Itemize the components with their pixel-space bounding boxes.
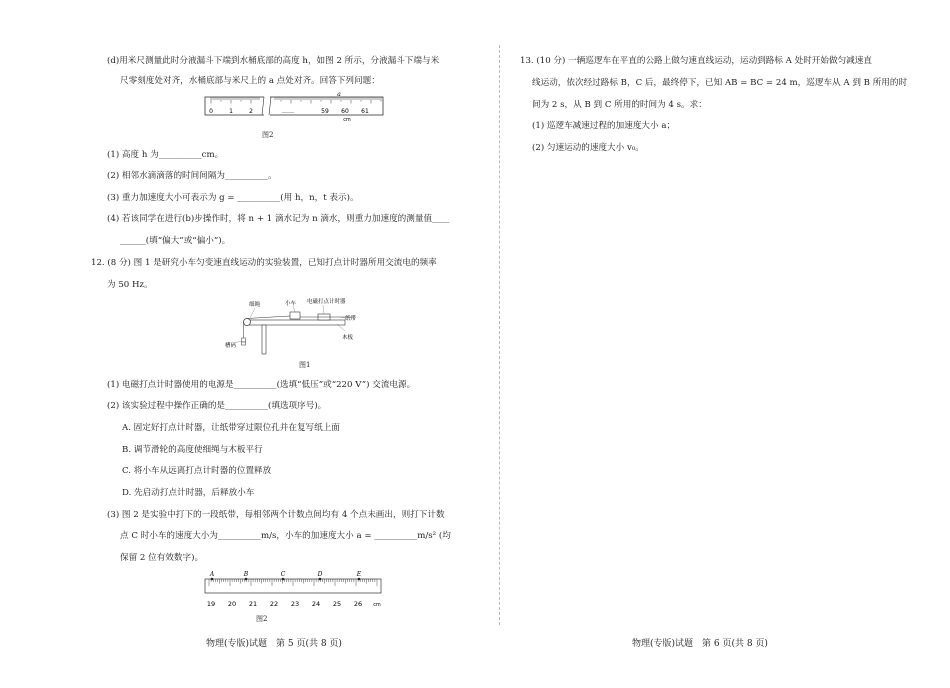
q12-line2: 为 50 Hz。 bbox=[107, 280, 153, 290]
ruler-label-cm: cm bbox=[343, 117, 351, 123]
tape-point-label: C bbox=[280, 571, 286, 578]
column-divider bbox=[499, 45, 500, 625]
q13-line1: 13. (10 分) 一辆巡逻车在平直的公路上做匀速直线运动，运动到路标 A 处时开始做匀减速直 bbox=[520, 56, 872, 66]
q11d-sub4-line2: ______(填“偏大”或“偏小”)。 bbox=[120, 236, 231, 246]
fig1-label-board: 木板 bbox=[342, 335, 354, 341]
q12-option-d: D. 先启动打点计时器，后释放小车 bbox=[122, 488, 255, 498]
tape-point-dot bbox=[358, 578, 361, 581]
tape-tick-label: cm bbox=[373, 602, 381, 608]
q12-sub3-line2: 点 C 时小车的速度大小为__________m/s，小车的加速度大小 a = __________m/s² (均 bbox=[120, 531, 451, 541]
q12-sub1: (1) 电磁打点计时器使用的电源是__________(选填“低压”或“220 V”) 交流电源。 bbox=[107, 380, 416, 390]
ruler-label-0: 0 bbox=[209, 108, 213, 115]
fig1-label-weights: 槽码 bbox=[225, 343, 237, 349]
tape-tick-label: 22 bbox=[269, 600, 279, 608]
tape-point-label: A bbox=[209, 571, 215, 578]
tape-tick-label: 21 bbox=[248, 600, 258, 608]
q11d-line2: 尺零刻度处对齐，水桶底部与米尺上的 a 点处对齐。回答下列问题： bbox=[120, 76, 380, 86]
q13-line2: 线运动，依次经过路标 B，C 后，最终停下，已知 AB = BC = 24 m，巡逻车从 A 到 B 所用的时 bbox=[532, 78, 908, 88]
footer-page6: 物理(专版)试题 第 6 页(共 8 页) bbox=[632, 639, 768, 649]
fig1-label-rope: 细绳 bbox=[249, 302, 261, 308]
tape-point-label: E bbox=[356, 571, 362, 578]
fig1-label-tape: 纸带 bbox=[345, 316, 357, 322]
q11d-sub1: (1) 高度 h 为__________cm。 bbox=[107, 150, 224, 160]
tape-point-dot bbox=[319, 578, 322, 581]
q12-sub3-line1: (3) 图 2 是实验中打下的一段纸带，每相邻两个计数点间均有 4 个点未画出，则打下计数 bbox=[107, 510, 445, 520]
q12-line1: 12. (8 分) 图 1 是研究小车匀变速直线运动的实验装置，已知打点计时器所用交流电的频率 bbox=[91, 258, 437, 268]
fig1-caption: 图1 bbox=[299, 361, 311, 369]
q12-option-b: B. 调节滑轮的高度使细绳与木板平行 bbox=[122, 445, 263, 455]
ruler-label-a: a bbox=[337, 91, 341, 98]
tape-tick-label: 23 bbox=[290, 600, 300, 608]
q13-sub1: (1) 巡逻车减速过程的加速度大小 a； bbox=[532, 121, 676, 131]
tape-point-dot bbox=[211, 578, 214, 581]
fig1-label-timer: 电磁打点计时器 bbox=[307, 299, 346, 305]
fig2-bottom-caption: 图2 bbox=[256, 615, 268, 623]
q13-line3: 间为 2 s，从 B 到 C 所用的时间为 4 s。求： bbox=[532, 100, 707, 110]
q12-sub3-line3: 保留 2 位有效数字)。 bbox=[120, 553, 204, 563]
tape-tick-label: 24 bbox=[311, 600, 321, 608]
ruler-label-1: 1 bbox=[229, 108, 233, 115]
tape-point-dot bbox=[245, 578, 248, 581]
q12-option-a: A. 固定好打点计时器，让纸带穿过限位孔并在复写纸上面 bbox=[122, 423, 340, 433]
tape-point-label: B bbox=[243, 571, 249, 578]
apparatus-figure bbox=[225, 296, 360, 358]
tape-point-dot bbox=[282, 578, 285, 581]
fig1-label-cart: 小车 bbox=[285, 301, 297, 307]
tape-figure bbox=[205, 571, 385, 615]
ruler-label-59: 59 bbox=[321, 108, 329, 115]
q13-sub2: (2) 匀速运动的速度大小 v₀。 bbox=[532, 143, 644, 153]
q11d-sub4-line1: (4) 若该同学在进行(b)步操作时，将 n + 1 滴水记为 n 滴水，则重力加速度的测量值____ bbox=[107, 214, 450, 224]
q12-option-c: C. 将小车从远离打点计时器的位置释放 bbox=[122, 466, 272, 476]
footer-page5: 物理(专版)试题 第 5 页(共 8 页) bbox=[206, 639, 342, 649]
ruler-label-60: 60 bbox=[341, 108, 349, 115]
tape-tick-label: 20 bbox=[227, 600, 237, 608]
ruler-label-dots: …… bbox=[282, 108, 294, 115]
q11d-sub3: (3) 重力加速度大小可表示为 g = __________(用 h，n，t 表示)。 bbox=[107, 193, 359, 203]
q11d-line1: (d)用米尺测量此时分液漏斗下端到水桶底部的高度 h，如图 2 所示，分液漏斗下端与米 bbox=[107, 56, 440, 66]
q11d-sub2: (2) 相邻水滴滴落的时间间隔为__________。 bbox=[107, 171, 277, 181]
tape-point-label: D bbox=[317, 571, 323, 578]
tape-tick-label: 26 bbox=[353, 600, 363, 608]
tape-tick-label: 25 bbox=[332, 600, 342, 608]
tape-tick-label: 19 bbox=[206, 600, 216, 608]
ruler-label-2: 2 bbox=[249, 108, 253, 115]
ruler-label-61: 61 bbox=[361, 108, 369, 115]
q12-sub2: (2) 该实验过程中操作正确的是__________(填选项序号)。 bbox=[107, 401, 327, 411]
fig2-top-caption: 图2 bbox=[262, 131, 274, 139]
ruler-figure bbox=[205, 91, 385, 128]
